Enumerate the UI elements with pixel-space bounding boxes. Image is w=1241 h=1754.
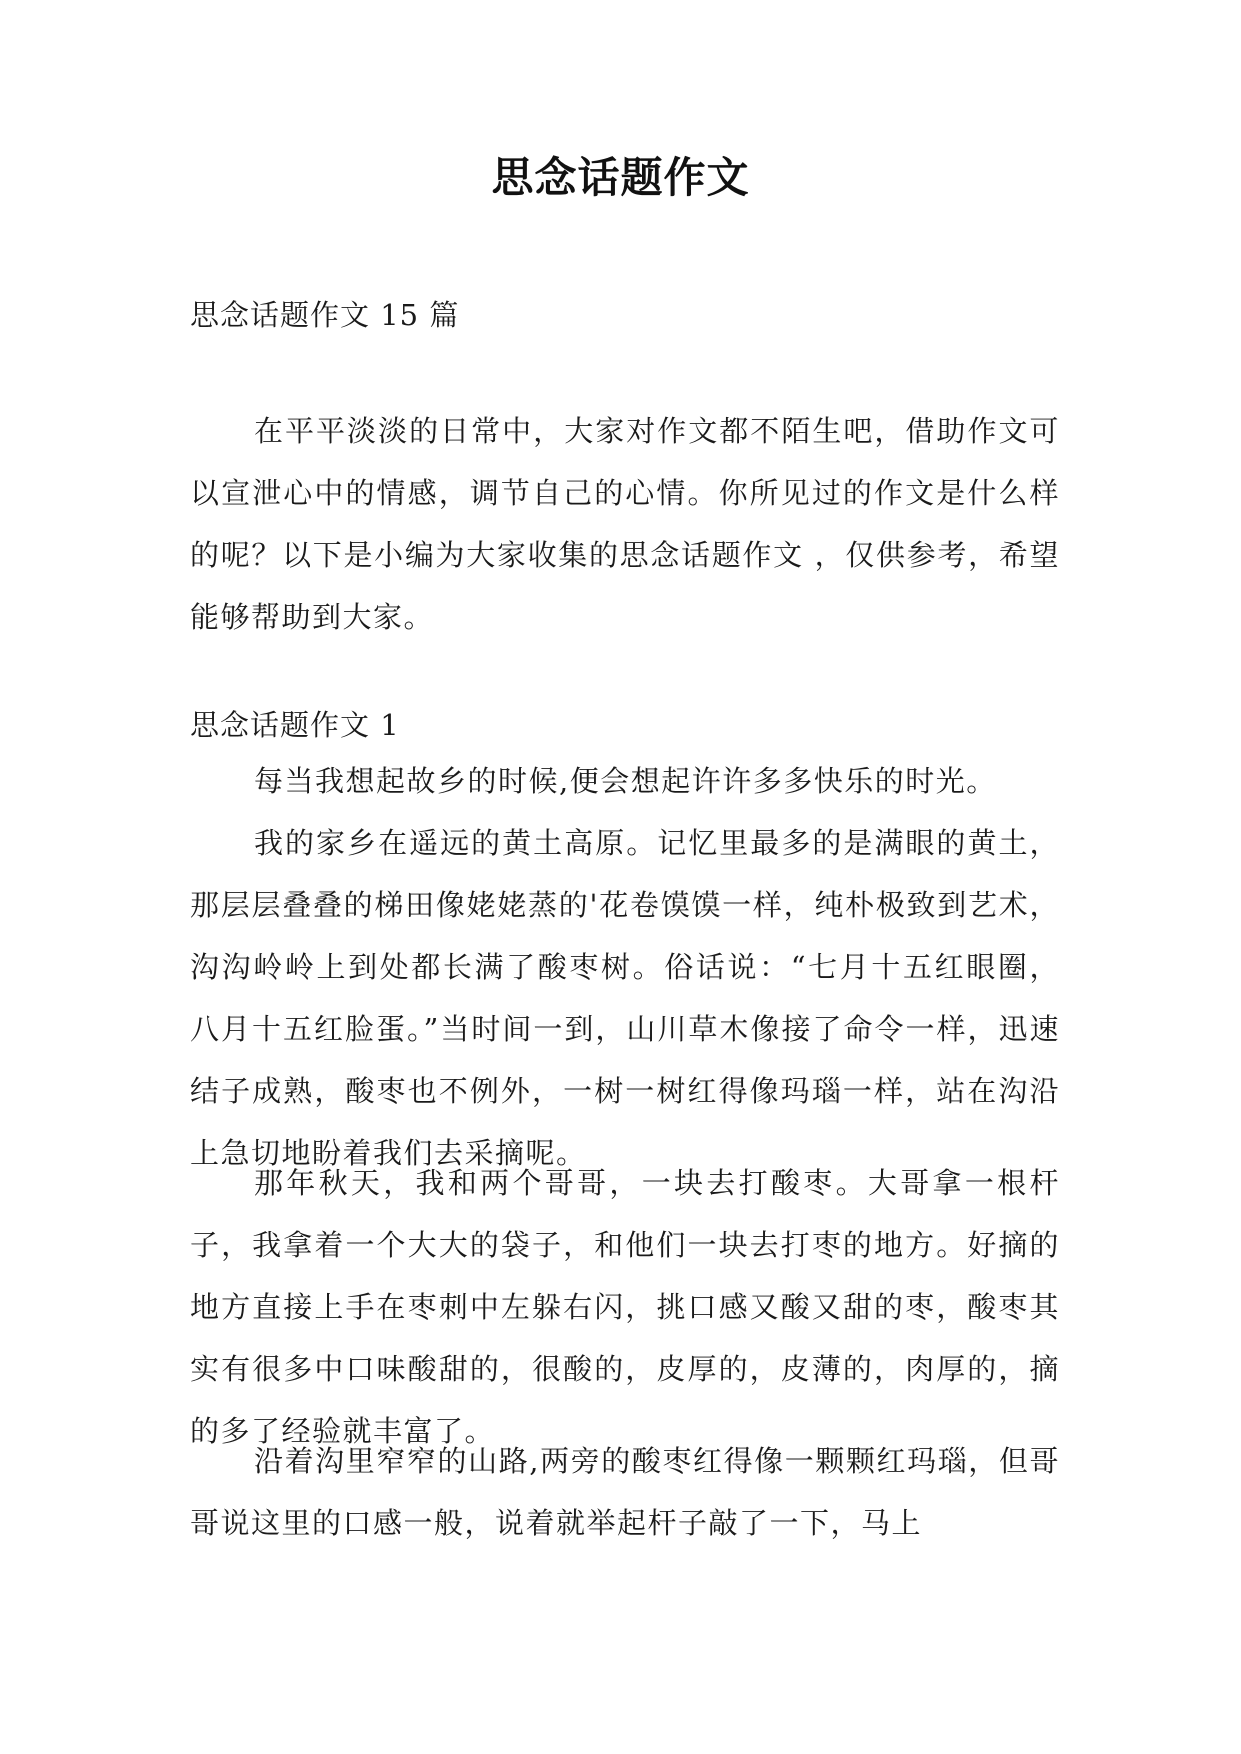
document-subtitle: 思念话题作文 15 篇 — [190, 298, 460, 332]
body-paragraph-2: 我的家乡在遥远的黄土高原。记忆里最多的是满眼的黄土，那层层叠叠的梯田像姥姥蒸的'花卷馍馍一样，纯朴极致到艺术，沟沟岭岭上到处都长满了酸枣树。俗话说：“七月十五红眼圈，八月十五红脸蛋。”当时间一到，山川草木像接了命令一样，迅速结子成熟，酸枣也不例外，一树一树红得像玛瑙一样，站在沟沿上急切地盼着我们去采摘呢。 — [190, 826, 1060, 1170]
body-paragraph-4: 沿着沟里窄窄的山路,两旁的酸枣红得像一颗颗红玛瑙，但哥哥说这里的口感一般，说着就举起杆子敲了一下，马上 — [190, 1444, 1060, 1540]
body-paragraph-3: 那年秋天，我和两个哥哥，一块去打酸枣。大哥拿一根杆子，我拿着一个大大的袋子，和他们一块去打枣的地方。好摘的地方直接上手在枣刺中左躲右闪，挑口感又酸又甜的枣，酸枣其实有很多中口味酸甜的，很酸的，皮厚的，皮薄的，肉厚的，摘的多了经验就丰富了。 — [190, 1166, 1060, 1448]
body-paragraph-1: 每当我想起故乡的时候,便会想起许许多多快乐的时光。 — [254, 764, 997, 798]
section-heading: 思念话题作文 1 — [190, 708, 400, 742]
intro-paragraph: 在平平淡淡的日常中，大家对作文都不陌生吧，借助作文可以宣泄心中的情感，调节自己的心情。你所见过的作文是什么样的呢？以下是小编为大家收集的思念话题作文 ，仅供参考，希望能够帮助到大家。 — [190, 414, 1060, 634]
document-title: 思念话题作文 — [491, 153, 750, 202]
